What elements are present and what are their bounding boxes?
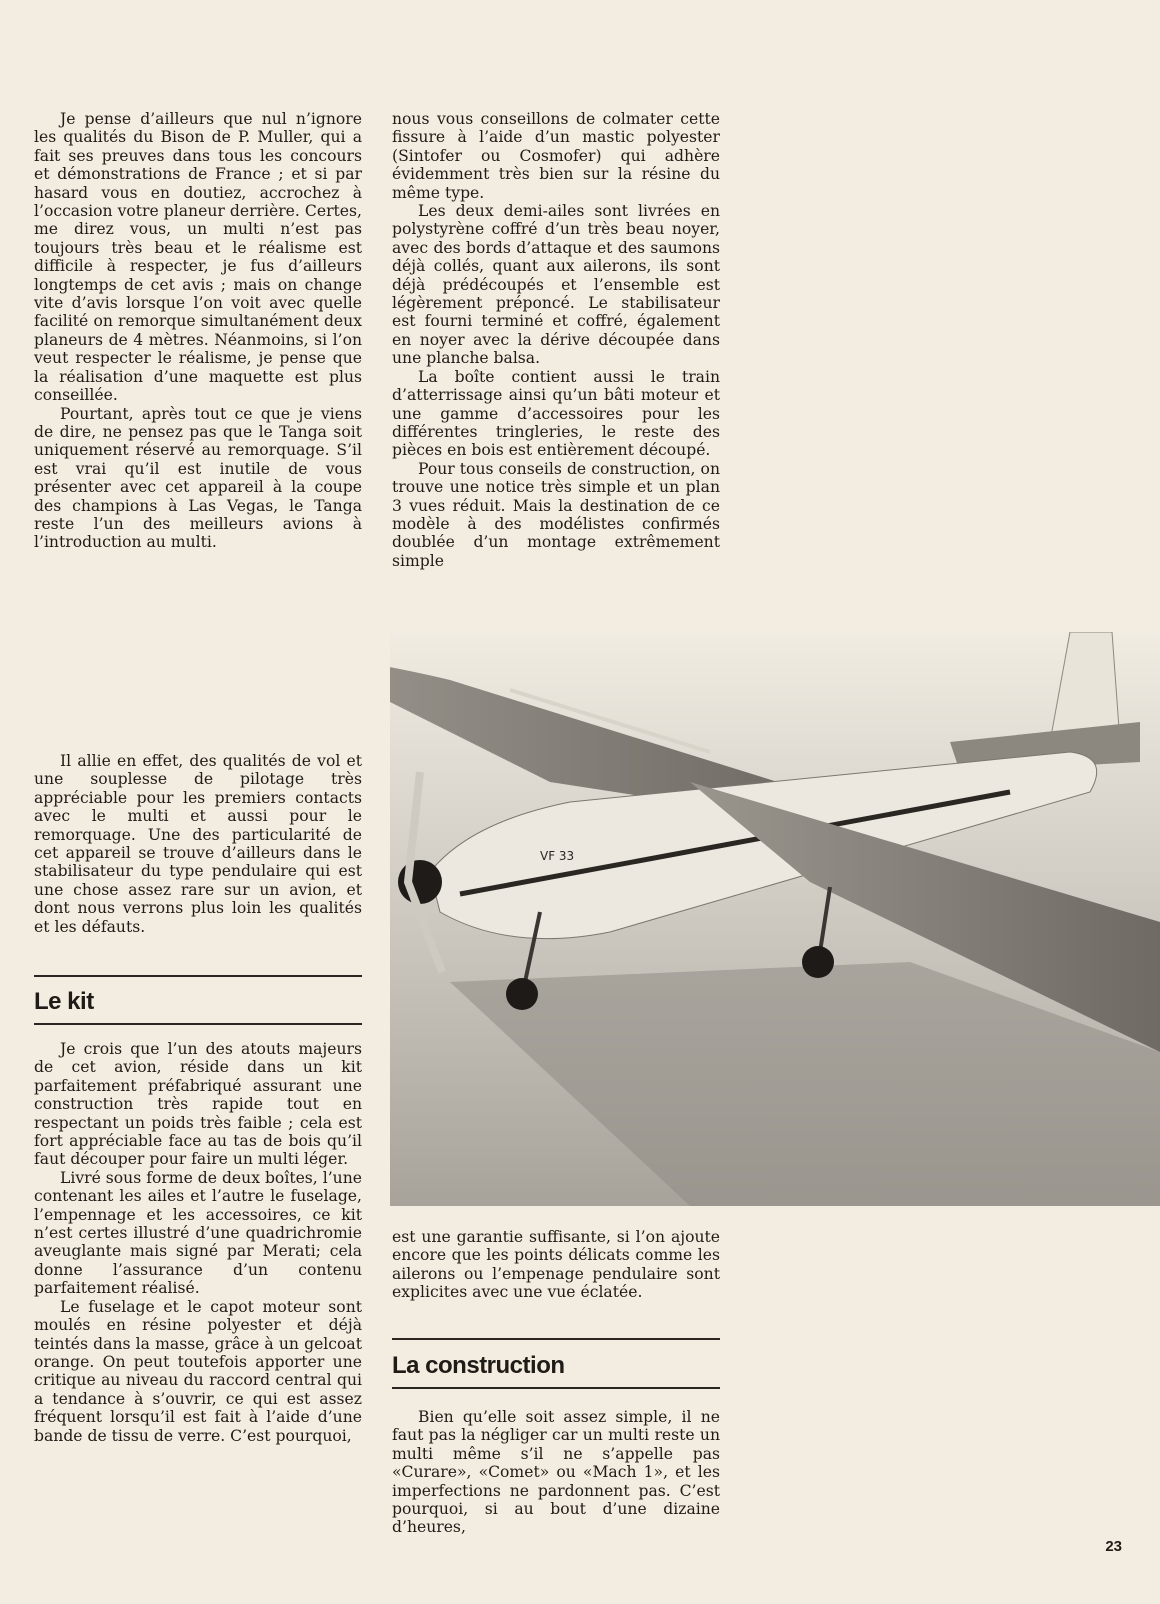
paragraph: Je pense d’ailleurs que nul n’ignore les qualités du Bison de P. Muller, qui a fait ses preuves dans tous les concours et démonstrations de France ; et si par hasard vous en doutiez, accrochez à l’occasion votre planeur derrière. Certes, me direz vous, un multi n’est pas toujours très beau et le réalisme est difficile à respecter, je fus d’ailleurs longtemps de cet avis ; mais on change vite d’avis lorsque l’on voit avec quelle facilité on remorque simultanément deux planeurs de 4 mètres. Néanmoins, si l’on veut respecter le réalisme, je pense que la réalisation d’une maquette est plus conseillée. xyxy=(34,110,362,405)
paragraph: Pourtant, après tout ce que je viens de dire, ne pensez pas que le Tanga soit uniquement réservé au remorquage. S’il est vrai qu’il est inutile de vous présenter avec cet appareil à la coupe des champions à Las Vegas, le Tanga reste l’un des meilleurs avions à l’introduction au multi. xyxy=(34,404,362,552)
section-heading-construction: La construction xyxy=(392,1352,565,1379)
paragraph: La boîte contient aussi le train d’atterrissage ainsi qu’un bâti moteur et une gamme d’accessoires pour les différentes tringleries, le reste des pièces en bois est entièrement découpé. xyxy=(392,367,720,460)
fuselage-marking: VF 33 xyxy=(540,849,575,863)
column-construction xyxy=(392,1408,720,1537)
paragraph: nous vous conseillons de colmater cette fissure à l’aide d’un mastic polyester (Sintofer ou Cosmofer) qui adhère évidemment très bien sur la résine du même type. xyxy=(392,110,720,202)
section-rule-top xyxy=(34,975,362,977)
paragraph: Je crois que l’un des atouts majeurs de cet avion, réside dans un kit parfaitement préfabriqué assurant une construction très rapide tout en respectant un poids très faible ; cela est fort appréciable face au tas de bois qu’il faut découper pour faire un multi léger. xyxy=(34,1040,362,1169)
section-heading-kit: Le kit xyxy=(34,988,94,1015)
column-top-right xyxy=(392,110,720,570)
paragraph: Les deux demi-ailes sont livrées en polystyrène coffré d’un très beau noyer, avec des bords d’attaque et des saumons déjà collés, quant aux ailerons, ils sont déjà prédécoupés et l’ensemble est légèrement préponcé. Le stabilisateur est fourni terminé et coffré, également en noyer avec la dérive découpée dans une planche balsa. xyxy=(392,202,720,368)
paragraph: Bien qu’elle soit assez simple, il ne faut pas la négliger car un multi reste un multi même s’il ne s’appelle pas «Curare», «Comet» ou «Mach 1», et les imperfections ne pardonnent pas. C’est pourquoi, si au bout d’une dizaine d’heures, xyxy=(392,1408,720,1537)
page-number: 23 xyxy=(1105,1538,1122,1555)
aircraft-photo xyxy=(390,632,1160,1206)
section-rule-bottom xyxy=(392,1387,720,1389)
column-mid-left xyxy=(34,752,362,936)
paragraph: Pour tous conseils de construction, on trouve une notice très simple et un plan 3 vues réduit. Mais la destination de ce modèle à des modélistes confirmés doublée d’un montage extrêmement simple xyxy=(392,459,720,570)
column-bottom-right xyxy=(392,1228,720,1302)
paragraph: Livré sous forme de deux boîtes, l’une contenant les ailes et l’autre le fuselage, l’empennage et les accessoires, ce kit n’est certes illustré d’une quadrichromie aveuglante mais signé par Merati; cela donne l’assurance d’un contenu parfaitement réalisé. xyxy=(34,1168,362,1298)
section-rule-top xyxy=(392,1338,720,1340)
column-top-left xyxy=(34,110,362,552)
paragraph: est une garantie suffisante, si l’on ajoute encore que les points délicats comme les ailerons ou l’empenage pendulaire sont explicites avec une vue éclatée. xyxy=(392,1228,720,1302)
paragraph: Le fuselage et le capot moteur sont moulés en résine polyester et déjà teintés dans la masse, grâce à un gelcoat orange. On peut toutefois apporter une critique au niveau du raccord central qui a tendance à s’ouvrir, ce qui est assez fréquent lorsqu’il est fait à l’aide d’une bande de tissu de verre. C’est pourquoi, xyxy=(34,1297,362,1445)
section-rule-bottom xyxy=(34,1023,362,1025)
column-kit xyxy=(34,1040,362,1445)
paragraph: Il allie en effet, des qualités de vol et une souplesse de pilotage très appréciable pour les premiers contacts avec le multi et aussi pour le remorquage. Une des particularité de cet appareil se trouve d’ailleurs dans le stabilisateur du type pendulaire qui est une chose assez rare sur un avion, et dont nous verrons plus loin les qualités et les défauts. xyxy=(34,752,362,936)
